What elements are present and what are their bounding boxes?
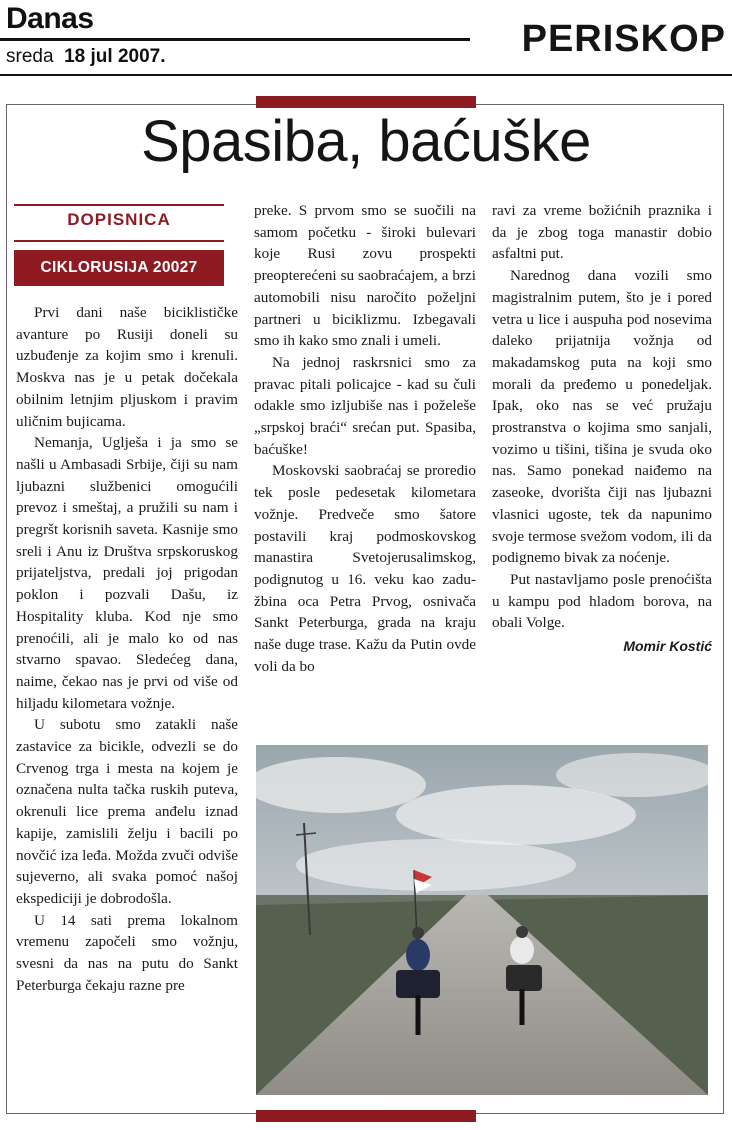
rubric-rule-top — [14, 204, 224, 206]
masthead-date — [6, 46, 166, 68]
paragraph: Prvi dani naše biciklističke avanture po Rusiji doneli su uzbuđenje za kojim smo i krenuli. Moskva nas je u petak dočekala obilnim letnjim pljuskom i pravim uličnim bujicama. — [16, 304, 238, 430]
column-2 — [254, 200, 476, 677]
paragraph: Narednog dana vozili smo magistralnim putem, što je i pored vetra u lice i auspuha pod nosevima daleko prijatnija vožnja od makadamskog puta na koji smo morali da pređemo u ponedeljak. Ipak, oko nas se već pružaju prostranstva o kojima smo sanjali, vozimo u tišini, tišina je svuda oko nas. Samo ponekad naiđemo na zaseoke, dvorišta čiji nas ljubazni vlasnici ugoste, tek da napunimo svoje termose svežom vodom, ili da podignemo bivak za noćenje. — [492, 267, 712, 567]
rubric: DOPISNICA — [67, 210, 171, 229]
paragraph: U subotu smo zatakli naše zastavice za bicikle, odvezli se do Crvenog trga i mesta na kojem je označena nulta tačka ruskih puteva, okrenuli lice prema anđelu iznad kapije, zamislili želju i bacili po novčić iza leđa. Možda zvuči odviše sujeverno, ali svaka pomoć našoj ekspediciji je dobrodošla. — [16, 716, 238, 907]
paragraph: Na jednoj raskrsnici smo za pravac pitali policajce - kad su čuli odakle smo izljubiše nas i poželeše „srpskoj braći“ srećan put. Spasiba, baćuške! — [254, 353, 476, 458]
article-photo — [256, 745, 708, 1095]
column-3 — [492, 200, 712, 658]
column-1 — [16, 302, 238, 997]
rubric-rule-bottom — [14, 240, 224, 242]
paragraph: U 14 sati prema lokalnom vremenu započeli smo vožnju, svesni da nas na putu do Sankt Peterburga čekaju razne pre — [16, 911, 238, 994]
byline: Momir Kostić — [623, 638, 712, 655]
paragraph: ravi za vreme božićnih praznika i da je zbog toga manastir dobio asfaltni put. — [492, 202, 712, 263]
masthead-date-value: 18 jul 2007. — [64, 46, 166, 67]
bottom-accent-bar — [256, 1110, 476, 1122]
top-accent-bar — [256, 96, 476, 108]
paragraph: Nemanja, Uglješa i ja smo se našli u Ambasadi Srbije, čiji su nam ljubazni službenici omogućili prevoz i smeštaj, a pružili su nam i pregršt korisnih saveta. Kasnije smo sreli i Anu iz Društva srpskoruskog prijateljstva, predali joj prigodan poklon i pozvali Dašu, iz Hospitality kluba. Kod nje smo prenoćili, ali je malo ko od nas stvarno spavao. Sledećeg dana, naime, čekao nas je prvi od više od hiljadu kilometara vožnje. — [16, 434, 238, 712]
masthead-name: Danas — [6, 2, 94, 35]
paragraph: Put nastavljamo posle prenoćišta u kampu pod hladom borova, na obali Volge. — [492, 570, 712, 632]
masthead-weekday: sreda — [6, 46, 54, 67]
paragraph: Moskovski saobraćaj se proredio tek posle pedesetak kilometara vožnje. Predveče smo šatore postavili kraj podmoskovskog manastira Svetojerusalimskog, podignutog u 16. veku kao zadužbina oca Petra Prvog, osnivača Sankt Peterburga, grada na kraju naše duge trase. Kažu da Putin ovde voli da bo — [254, 462, 476, 675]
headline: Spasiba, baćuške — [141, 109, 591, 174]
masthead-bottom-rule — [0, 74, 732, 76]
paragraph: preke. S prvom smo se suočili na samom početku - široki bulevari koje Rusi zovu prospekti preopterećeni su saobraćajem, a brzi automobili nisu naročito poželjni partneri u biciklizmu. Izbegavali smo ih kako smo znali i umeli. — [254, 202, 476, 350]
section-name: PERISKOP — [521, 18, 726, 60]
cyclists-road-photo — [256, 745, 708, 1095]
masthead-rule — [0, 38, 470, 41]
series-box: CIKLORUSIJA 20027 — [14, 250, 224, 286]
